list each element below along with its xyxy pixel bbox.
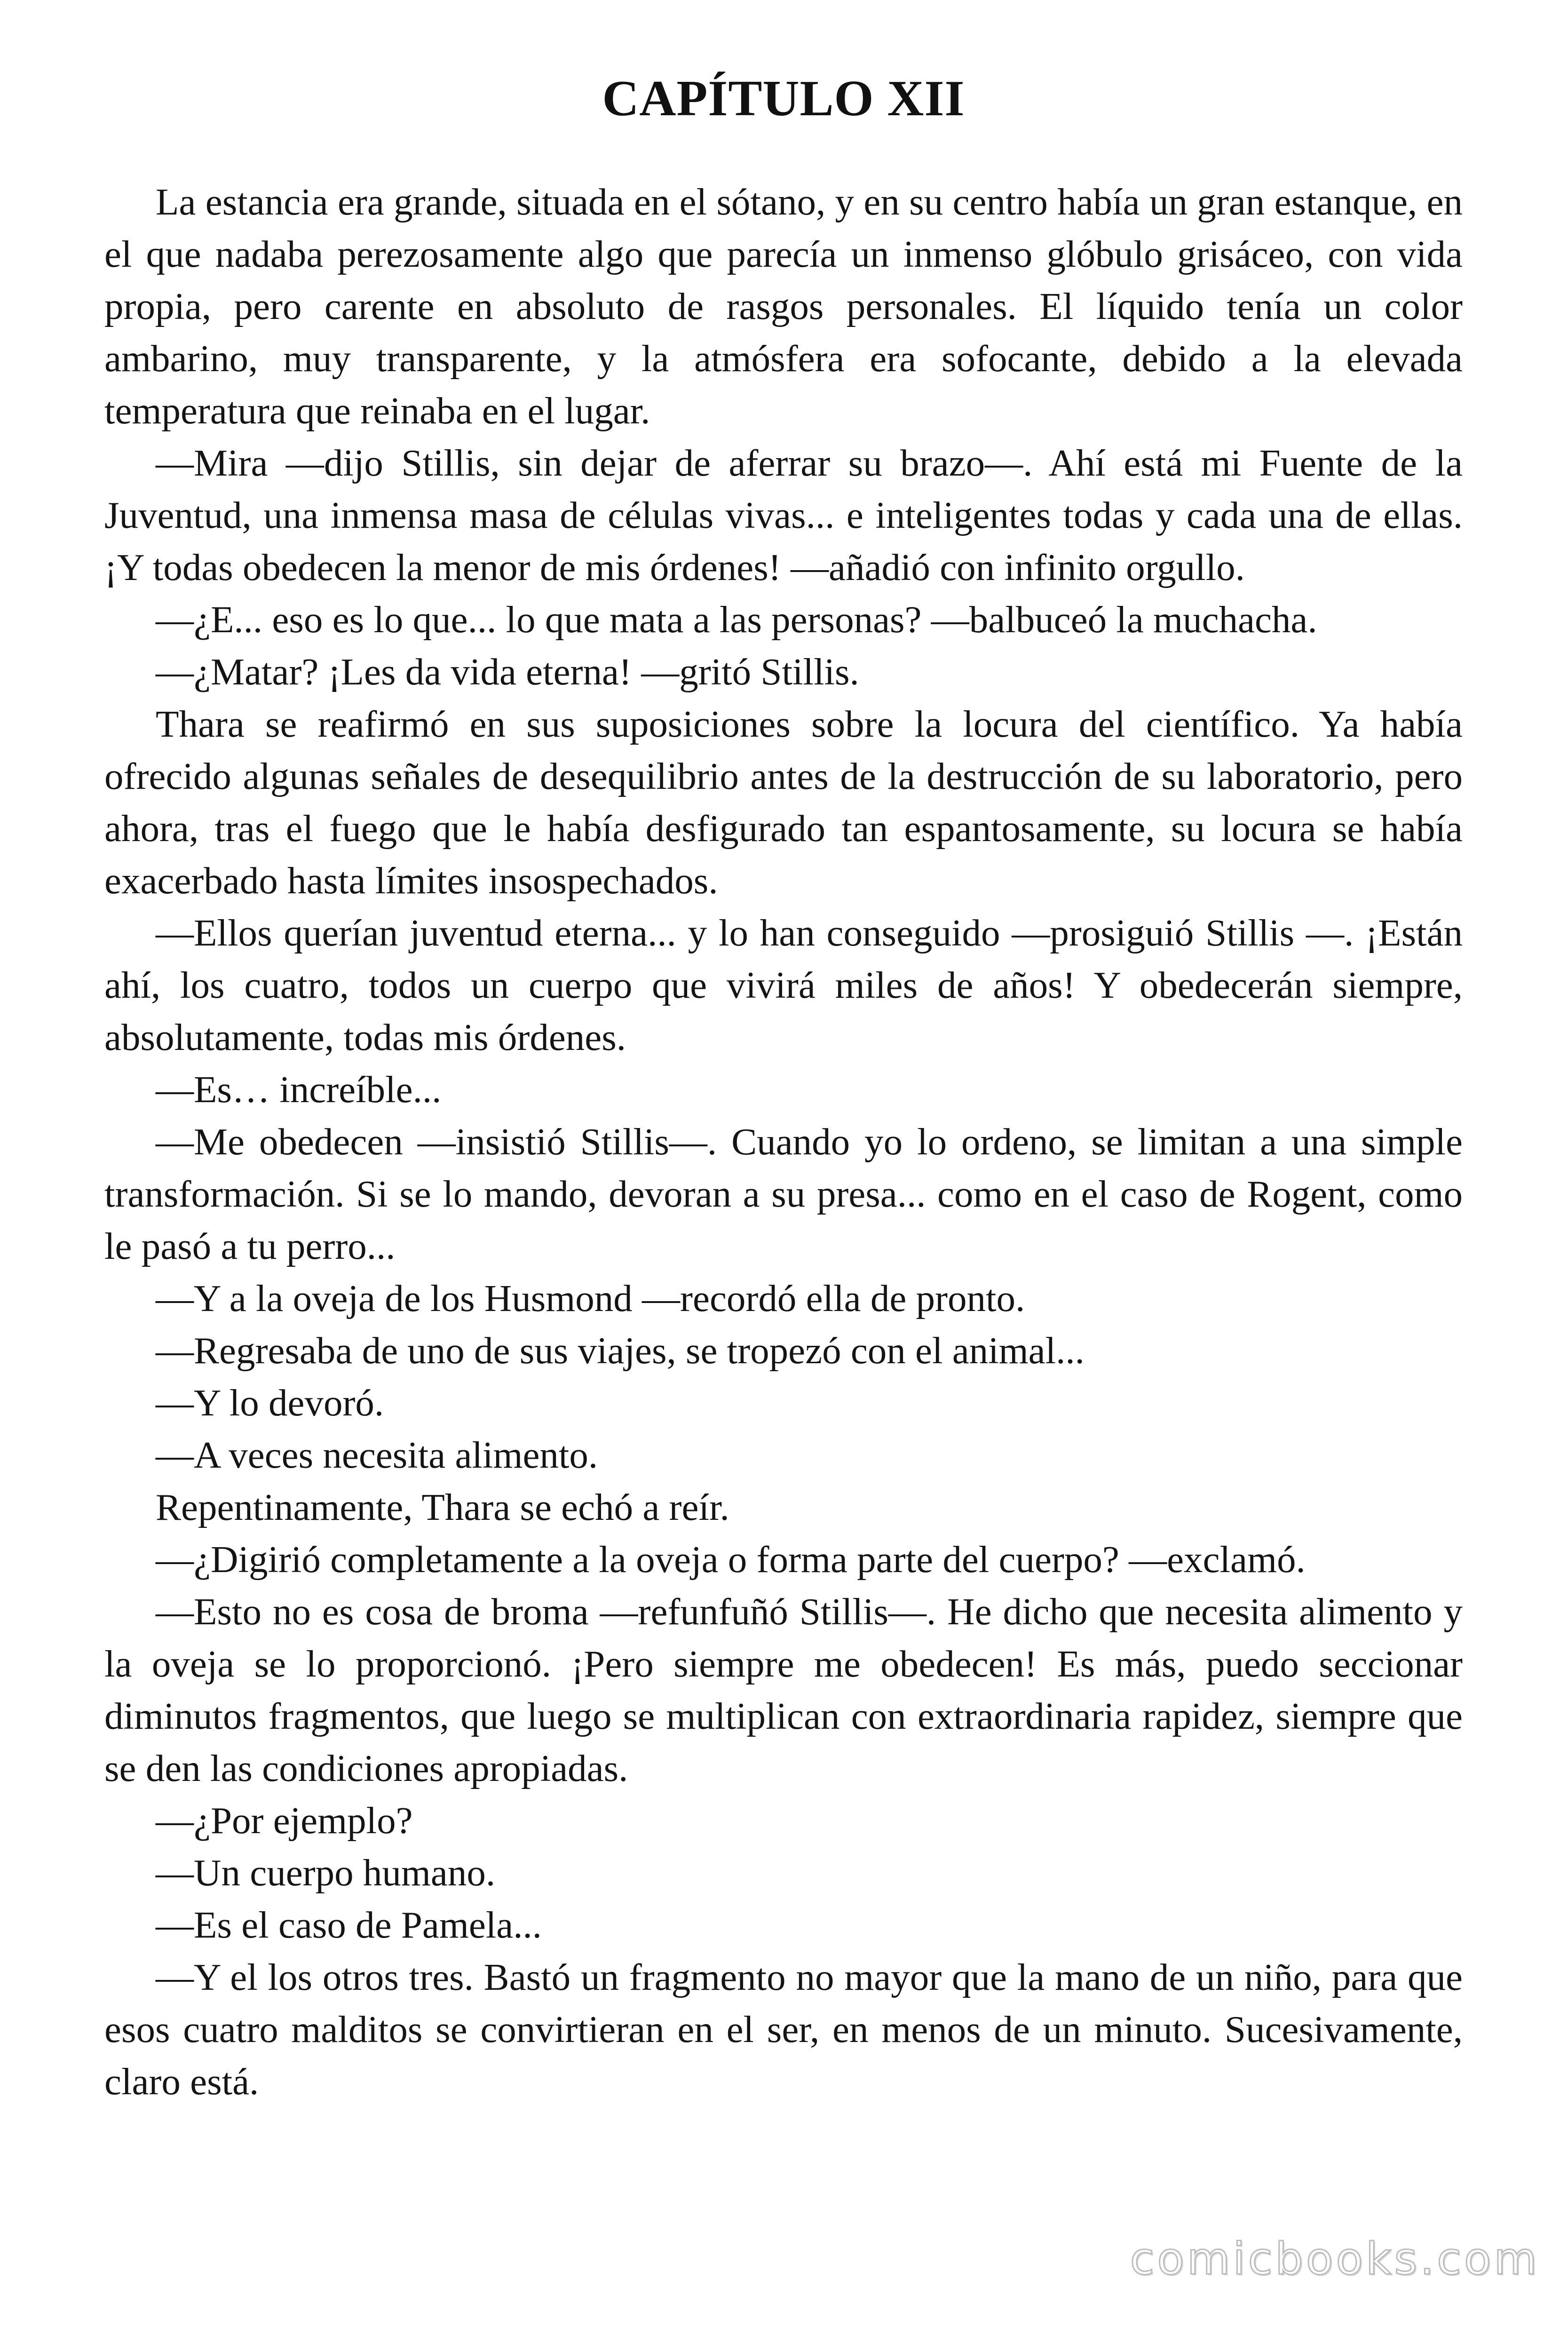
paragraph-16: —¿Por ejemplo?	[156, 1799, 413, 1842]
paragraph-15: —Esto no es cosa de broma —refunfuñó Stillis—. He dicho que necesita alimento y la oveja se lo proporcionó. ¡Pero siempre me obedecen! Es más, puedo seccionar diminutos fragmentos, que luego se multiplican con extraordinaria rapidez, siempre que se den las condiciones apropiadas.	[104, 1590, 1463, 1789]
watermark-logo: comicbooks.com	[1130, 2233, 1540, 2285]
paragraph-4: —¿Matar? ¡Les da vida eterna! —gritó Stillis.	[156, 651, 859, 693]
paragraph-2: —Mira —dijo Stillis, sin dejar de aferrar su brazo—. Ahí está mi Fuente de la Juventud, una inmensa masa de células vivas... e inteligentes todas y cada una de ellas. ¡Y todas obedecen la menor de mis órdenes! —añadió con infinito orgullo.	[104, 442, 1463, 588]
paragraph-7: —Es… increíble...	[156, 1068, 442, 1111]
paragraph-12: —A veces necesita alimento.	[156, 1434, 598, 1476]
paragraph-10: —Regresaba de uno de sus viajes, se tropezó con el animal...	[156, 1329, 1085, 1372]
paragraph-9: —Y a la oveja de los Husmond —recordó ella de pronto.	[156, 1277, 1025, 1319]
chapter-title: CAPÍTULO XII	[602, 71, 965, 127]
chapter-body	[104, 176, 1463, 2108]
paragraph-3: —¿E... eso es lo que... lo que mata a las personas? —balbuceó la muchacha.	[156, 598, 1317, 641]
paragraph-6: —Ellos querían juventud eterna... y lo han conseguido —prosiguió Stillis —. ¡Están ahí, los cuatro, todos un cuerpo que vivirá miles de años! Y obedecerán siempre, absolutamente, todas mis órdenes.	[104, 912, 1463, 1058]
paragraph-8: —Me obedecen —insistió Stillis—. Cuando yo lo ordeno, se limitan a una simple transformación. Si se lo mando, devoran a su presa... como en el caso de Rogent, como le pasó a tu perro...	[104, 1120, 1463, 1267]
book-page	[104, 71, 1463, 2108]
paragraph-13: Repentinamente, Thara se echó a reír.	[156, 1486, 729, 1528]
paragraph-5: Thara se reafirmó en sus suposiciones sobre la locura del científico. Ya había ofrecido algunas señales de desequilibrio antes de la destrucción de su laboratorio, pero ahora, tras el fuego que le había desfigurado tan espantosamente, su locura se había exacerbado hasta límites insospechados.	[104, 703, 1463, 902]
paragraph-17: —Un cuerpo humano.	[156, 1851, 496, 1894]
paragraph-1: La estancia era grande, situada en el sótano, y en su centro había un gran estanque, en el que nadaba perezosamente algo que parecía un inmenso glóbulo grisáceo, con vida propia, pero carente en absoluto de rasgos personales. El líquido tenía un color ambarino, muy transparente, y la atmósfera era sofocante, debido a la elevada temperatura que reinaba en el lugar.	[104, 181, 1463, 432]
paragraph-19: —Y el los otros tres. Bastó un fragmento no mayor que la mano de un niño, para que esos cuatro malditos se convirtieran en el ser, en menos de un minuto. Sucesivamente, claro está.	[104, 1956, 1463, 2103]
paragraph-18: —Es el caso de Pamela...	[156, 1904, 542, 1946]
paragraph-14: —¿Digirió completamente a la oveja o forma parte del cuerpo? —exclamó.	[156, 1538, 1306, 1581]
paragraph-11: —Y lo devoró.	[156, 1382, 384, 1424]
